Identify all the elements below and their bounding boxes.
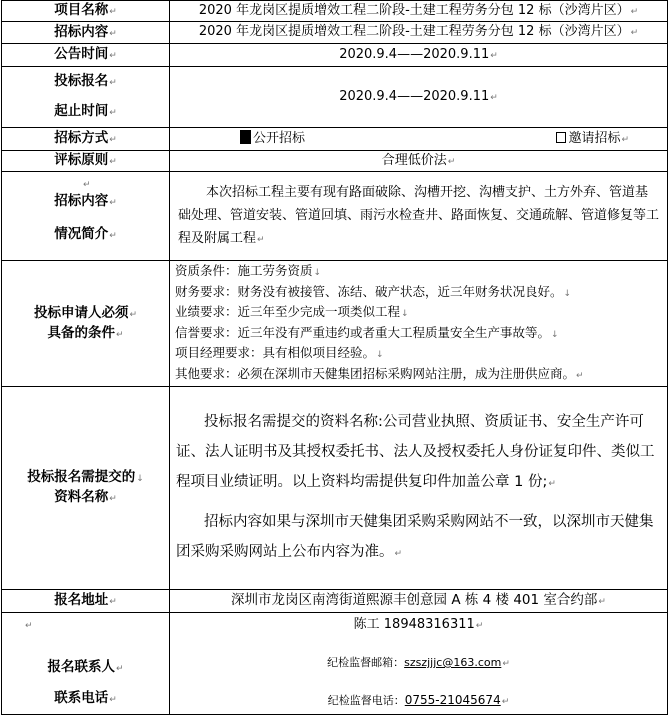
tender-info-table [1,0,668,715]
requirement-item: 信誉要求：近三年没有严重违约或者重大工程质量安全生产事故等。↓ [175,324,559,340]
requirement-item: 财务要求：财务没有被接管、冻结、破产状态，近三年财务状况良好。↓ [175,283,572,299]
row-project-name [2,1,668,22]
row-tender-content [2,22,668,44]
contact-info [170,613,668,715]
row-requirements [2,261,668,387]
checked-box-icon [240,130,251,144]
row-address [2,590,668,613]
documents-note: 招标内容如果与深圳市天健集团采购采购网站不一致，以深圳市天健集团采购采购网站上公布内容为准。↵ [176,514,654,560]
documents-text [170,387,668,590]
row-documents [2,387,668,590]
evaluation-label: 评标原则↵ [2,151,170,172]
address-value: 深圳市龙岗区南湾街道熙源丰创意园 A 栋 4 楼 401 室合约部↵ [170,590,668,613]
bid-period-value: 2020.9.4——2020.9.11↵ [170,67,668,128]
row-overview [2,172,668,261]
email-link[interactable]: szszjjjc@163.com [404,656,502,669]
row-notice-time [2,44,668,67]
tender-method-label: 招标方式↵ [2,128,170,151]
requirement-item: 其他要求：必须在深圳市天健集团招标采购网站注册，成为注册供应商。↵ [175,365,584,381]
address-label: 报名地址↵ [2,590,170,613]
documents-paragraph: 投标报名需提交的资料名称:公司营业执照、资质证书、安全生产许可证、法人证明书及其授权委托书、法人及授权委托人身份证复印件、类似工程项目业绩证明。以上资料均需提供复印件加盖公章 1 份;↵ [176,414,655,490]
requirement-item: 项目经理要求：具有相似项目经验。↓ [175,345,384,360]
bid-period-label: 投标报名↵ 起止时间↵ [2,67,170,128]
unchecked-box-icon [556,132,566,143]
overview-text: 本次招标工程主要有现有路面破除、沟槽开挖、沟槽支护、土方外弃、管道基础处理、管道安装、管道回填、雨污水检查井、路面恢复、交通疏解、管道修复等工程及附属工程↵ [170,172,668,261]
row-evaluation [2,151,668,172]
requirements-list [170,261,668,387]
tender-content-value: 2020 年龙岗区提质增效工程二阶段-土建工程劳务分包 12 标（沙湾片区）↵ [170,22,668,44]
contact-person: 陈工 18948316311↵ [353,617,484,632]
project-name-value: 2020 年龙岗区提质增效工程二阶段-土建工程劳务分包 12 标（沙湾片区）↵ [170,1,668,22]
tender-method-value [170,128,668,151]
supervision-email: 纪检监督邮箱：szszjjjc@163.com↵ [327,656,510,669]
requirements-label: 投标申请人必须↵ 具备的条件↵ [2,261,170,387]
row-tender-method [2,128,668,151]
row-contact [2,613,668,715]
overview-label: ↵ 招标内容↵ 情况简介↵ [2,172,170,261]
row-bid-period [2,67,668,128]
contact-label: ↵ 报名联系人↵ 联系电话↵ [2,613,170,715]
invite-tender-option[interactable]: 邀请招标↵ [556,129,629,150]
requirement-item: 业绩要求：近三年至少完成一项类似工程↓ [175,304,409,319]
requirement-item: 资质条件：施工劳务资质↓ [175,263,322,278]
documents-label: 投标报名需提交的↓ 资料名称↵ [2,387,170,590]
project-name-label: 项目名称↵ [2,1,170,22]
tender-content-label: 招标内容↵ [2,22,170,44]
phone-link[interactable]: 0755-21045674 [404,693,501,707]
supervision-phone: 纪检监督电话：0755-21045674↵ [327,693,510,707]
notice-time-value: 2020.9.4——2020.9.11↵ [170,44,668,67]
notice-time-label: 公告时间↵ [2,44,170,67]
open-tender-option[interactable]: 公开招标 [240,129,305,150]
evaluation-value: 合理低价法↵ [170,151,668,172]
